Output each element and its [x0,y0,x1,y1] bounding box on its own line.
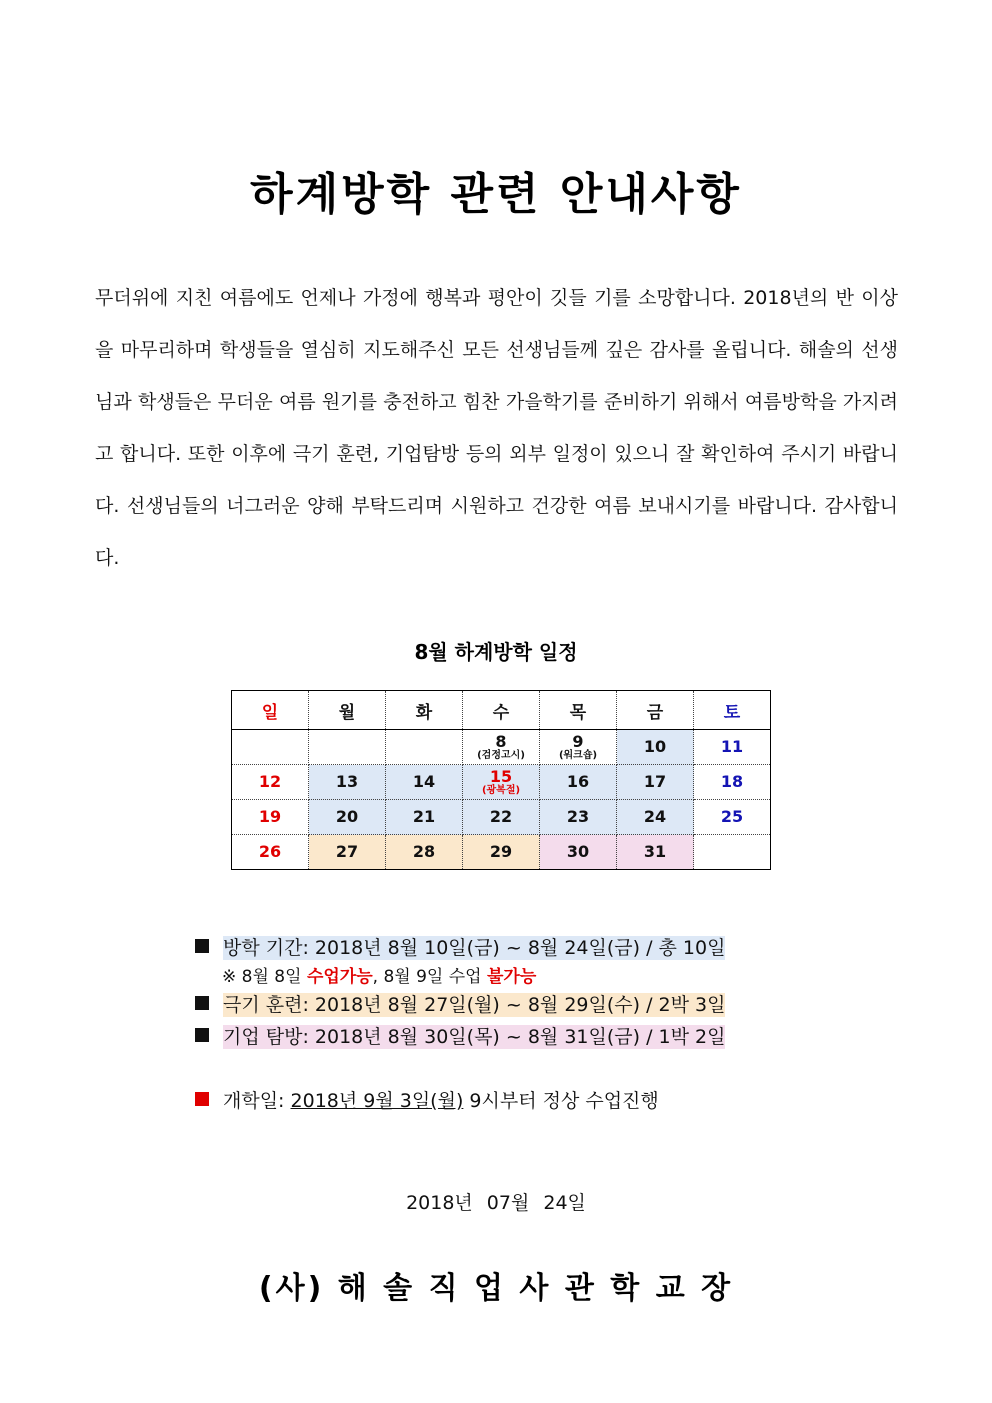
calendar-day-cell [694,765,771,800]
calendar-day-cell [540,765,617,800]
weekday-header: 일 [232,691,309,730]
calendar-day-cell [386,730,463,765]
day-number: 28 [412,842,436,861]
vacation-period-text: 방학 기간: 2018년 8월 10일(금) ~ 8월 24일(금) / 총 10일 [223,937,726,959]
calendar-week-row [232,730,771,765]
schedule-title: 8월 하계방학 일정 [414,640,578,664]
calendar-day-cell [617,835,694,870]
legend-note [222,962,536,987]
day-number: 17 [643,772,667,791]
calendar-day-cell [309,730,386,765]
intro-paragraph: 무더위에 지친 여름에도 언제나 가정에 행복과 평안이 깃들 기를 소망합니다. 2018년의 반 이상을 마무리하며 학생들을 열심히 지도해주신 모든 선생님들께 깊은 감사를 올립니다. 해솔의 선생님과 학생들은 무더운 여름 원기를 충전하고 힘찬 가을학기를 준비하기 위해서 여름방학을 가지려고 합니다. 또한 이후에 극기 훈련, 기업탐방 등의 외부 일정이 있으니 잘 확인하여 주시기 바랍니다. 선생님들의 너그러운 양해 부탁드리며 시원하고 건강한 여름 보내시기를 바랍니다. 감사합니다. [95,287,898,569]
calendar-day-cell [463,800,540,835]
calendar-day-cell [694,835,771,870]
note-mid: , 8월 9일 수업 [372,967,487,987]
calendar-day-cell [232,730,309,765]
visit-period-text: 기업 탐방: 2018년 8월 30일(목) ~ 8월 31일(금) / 1박 2일 [223,1026,726,1048]
calendar-day-cell [540,730,617,765]
calendar-day-cell [617,765,694,800]
calendar-day-cell [694,800,771,835]
calendar-day-cell [540,835,617,870]
day-number: 13 [335,772,359,791]
day-number: 27 [335,842,359,861]
training-period-text: 극기 훈련: 2018년 8월 27일(월) ~ 8월 29일(수) / 2박 3일 [223,994,726,1016]
bullet-square-icon [195,996,209,1010]
day-number: 14 [412,772,436,791]
day-number: 16 [566,772,590,791]
bullet-square-icon [195,939,209,953]
bullet-square-icon [195,1028,209,1042]
calendar-table [231,690,771,870]
day-number: 9 [572,731,584,751]
calendar-day-cell [232,800,309,835]
day-number: 21 [412,807,436,826]
day-number: 24 [643,807,667,826]
legend-vacation [195,933,725,960]
opening-date: 2018년 9월 3일(월) [290,1090,464,1112]
calendar-day-cell [309,835,386,870]
calendar-day-cell [463,765,540,800]
note-possible: 수업가능 [306,967,373,987]
document-date: 2018년 07월 24일 [406,1192,586,1214]
calendar-day-cell [309,800,386,835]
opening-rest: 9시부터 정상 수업진행 [463,1090,659,1112]
day-number: 22 [489,807,513,826]
weekday-header: 수 [463,691,540,730]
calendar-day-cell [463,835,540,870]
weekday-header: 월 [309,691,386,730]
page-title: 하계방학 관련 안내사항 [250,169,742,220]
note-impossible: 불가능 [486,967,537,987]
calendar-week-row [232,800,771,835]
calendar-day-cell [232,835,309,870]
weekday-header: 토 [694,691,771,730]
calendar-day-cell [617,800,694,835]
day-number: 25 [720,807,744,826]
opening-label: 개학일: [223,1090,291,1112]
calendar-day-cell [386,765,463,800]
weekday-header: 화 [386,691,463,730]
day-number: 8 [495,731,507,751]
signature: (사) 해 솔 직 업 사 관 학 교 장 [258,1271,734,1306]
day-number: 20 [335,807,359,826]
legend-opening [195,1086,659,1113]
day-number: 10 [643,737,667,756]
weekday-header: 목 [540,691,617,730]
calendar-week-row [232,765,771,800]
calendar-day-cell [309,765,386,800]
calendar-header-row [232,691,771,730]
legend-visit [195,1022,725,1049]
calendar-day-cell [540,800,617,835]
red-bullet-square-icon [195,1092,209,1106]
calendar-day-cell [463,730,540,765]
calendar-day-cell [386,835,463,870]
day-number: 26 [258,842,282,861]
day-note: (광복절) [481,784,521,796]
calendar-day-cell [386,800,463,835]
calendar-day-cell [617,730,694,765]
day-note: (워크숍) [558,749,598,761]
day-number: 19 [258,807,282,826]
day-number: 18 [720,772,744,791]
day-number: 29 [489,842,513,861]
calendar-week-row [232,835,771,870]
day-number: 23 [566,807,590,826]
day-number: 12 [258,772,282,791]
day-number: 11 [720,737,744,756]
weekday-header: 금 [617,691,694,730]
note-prefix: ※ 8월 8일 [222,967,307,987]
day-note: (검정고시) [477,749,525,761]
day-number: 30 [566,842,590,861]
calendar-day-cell [694,730,771,765]
calendar-day-cell [232,765,309,800]
day-number: 31 [643,842,667,861]
day-number: 15 [489,766,513,786]
legend-training [195,990,725,1017]
